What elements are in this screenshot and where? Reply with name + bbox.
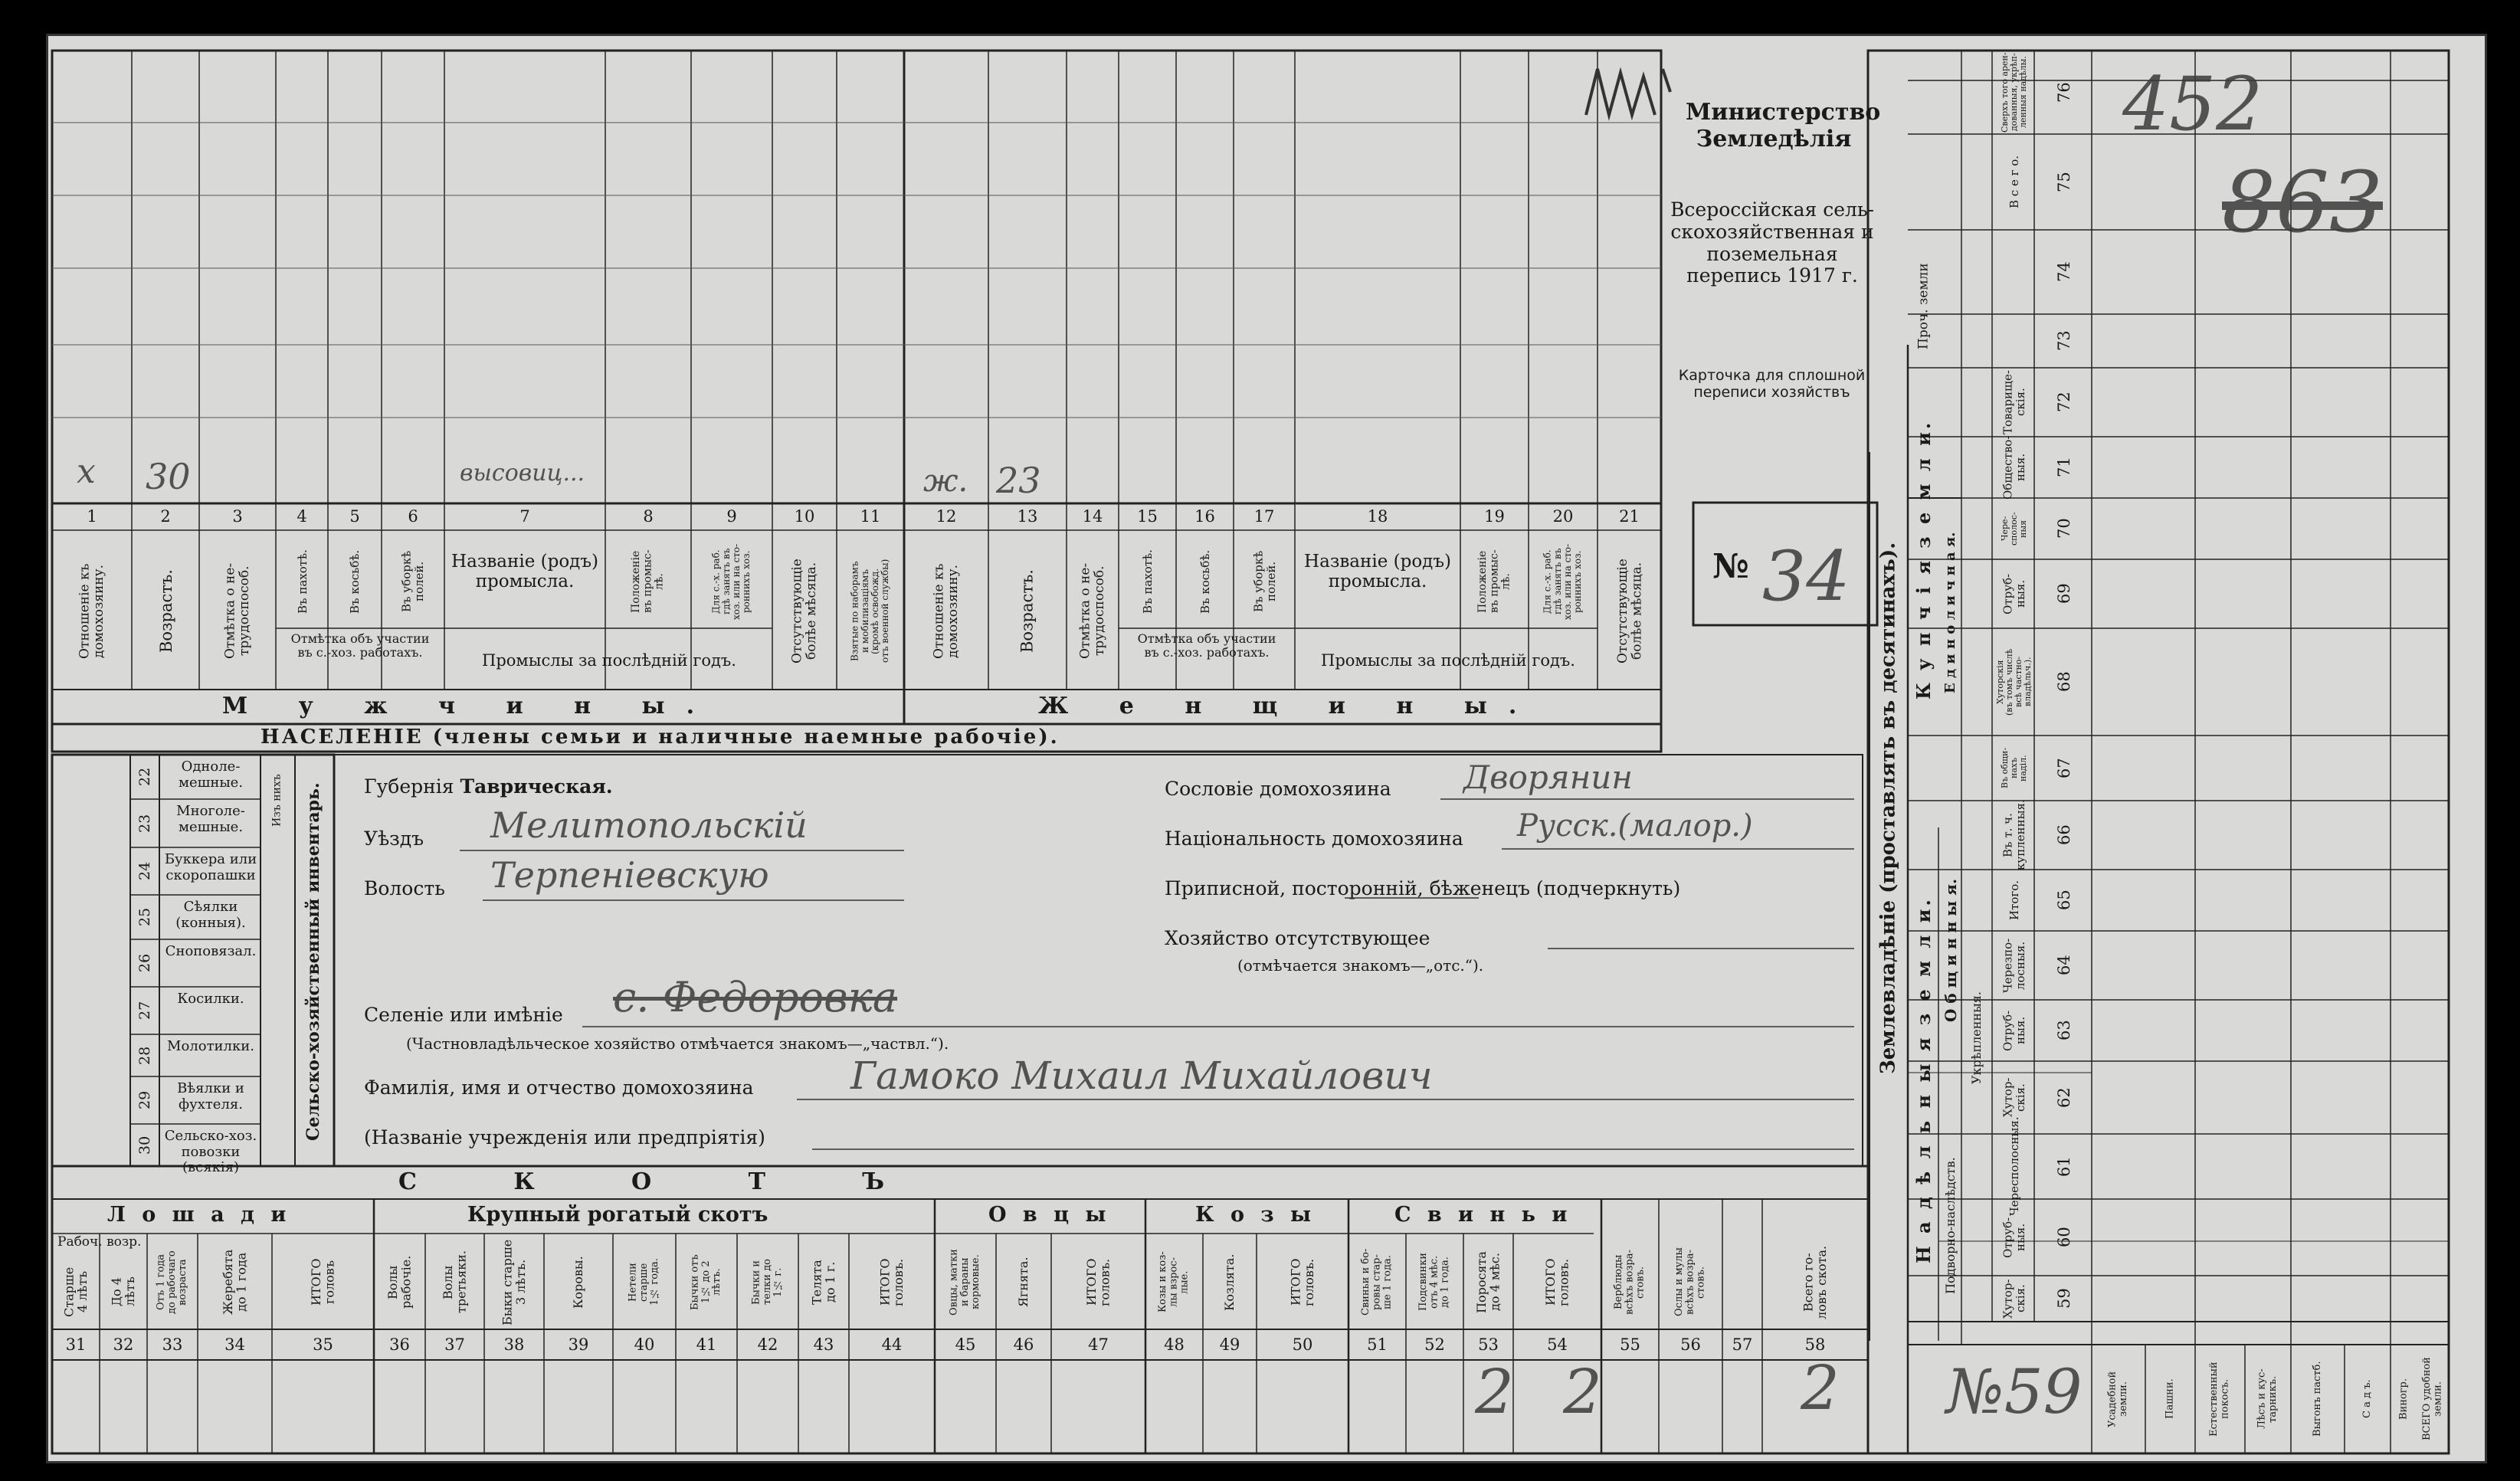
household-land-title: Подворно-наслѣдств. xyxy=(1943,1157,1958,1295)
land-column-number: 72 xyxy=(2055,392,2073,413)
pigs-group: С в и н ь и xyxy=(1394,1203,1572,1227)
population-column-number: 16 xyxy=(1194,507,1215,526)
land-column-number: 67 xyxy=(2055,758,2073,778)
livestock-column-number: 42 xyxy=(757,1335,778,1354)
inventory-item-label: Одноле- мешные. xyxy=(178,759,244,791)
livestock-column-number: 38 xyxy=(503,1335,525,1354)
livestock-column-label: ИТОГО головъ. xyxy=(1083,1258,1113,1306)
volost-value: Терпеніевскую xyxy=(490,854,769,896)
livestock-column-label: Ягнята. xyxy=(1016,1257,1031,1308)
land-column-label: В с е г о. xyxy=(2007,155,2021,209)
population-column-number: 13 xyxy=(1017,507,1038,526)
horses-group: Л о ш а д и xyxy=(107,1203,291,1227)
land-column-number: 75 xyxy=(2055,172,2073,192)
estate-value: Дворянин xyxy=(1463,759,1633,796)
consolidated-title: Укрѣпленныя. xyxy=(1969,991,1984,1085)
livestock-column-number: 47 xyxy=(1088,1335,1109,1354)
inventory-item-number: 30 xyxy=(136,1135,153,1155)
land-column-label: Хуторскія (въ томъ числѣ всѣ частно- владѣльч.). xyxy=(1994,648,2033,716)
livestock-column-number: 46 xyxy=(1013,1335,1034,1354)
inventory-title: Сельско-хозяйственный инвентарь. xyxy=(303,782,323,1141)
goats-group: К о з ы xyxy=(1195,1203,1316,1227)
men-craft-name-header: Названіе (родъ) промысла. xyxy=(451,552,598,592)
work-age-label: Рабоч. возр. xyxy=(57,1234,142,1250)
allotment-title: Н а д ѣ л ь н ы я з е м л и. xyxy=(1912,896,1935,1264)
gubernia-row xyxy=(364,775,613,798)
men-plowing-header: Въ пахотѣ. xyxy=(295,549,310,614)
population-column-number: 20 xyxy=(1552,507,1574,526)
inventory-item-number: 23 xyxy=(136,814,153,833)
institution-label: (Названіе учрежденія или предпріятія) xyxy=(364,1126,765,1148)
population-column-number: 19 xyxy=(1484,507,1505,526)
individual-title: Е д и н о л и ч н а я. xyxy=(1942,532,1959,694)
inventory-item-number: 22 xyxy=(136,767,153,787)
men-mowing-header: Въ косьбѣ. xyxy=(347,549,362,614)
livestock-column-number: 43 xyxy=(813,1335,834,1354)
livestock-column-label: Волы рабочіе. xyxy=(385,1255,414,1309)
livestock-column-number: 33 xyxy=(162,1335,183,1354)
population-column-number: 4 xyxy=(297,507,307,526)
inventory-item-label: Многоле- мешные. xyxy=(176,803,245,835)
men-harvest-header: Въ уборкѣ полей. xyxy=(399,550,426,613)
land-column-label: Отруб- ныя. xyxy=(2001,573,2027,614)
inventory-item-number: 27 xyxy=(136,1001,153,1021)
women-disability-header: Отмѣтка о не- трудоспособ. xyxy=(1077,562,1107,660)
population-column-number: 9 xyxy=(726,507,737,526)
reference-number: №59 xyxy=(1946,1356,2083,1427)
livestock-column-label: Волы третьяки. xyxy=(440,1250,469,1314)
land-column-label: Хутор- скія. xyxy=(2001,1077,2027,1118)
population-column-number: 3 xyxy=(232,507,243,526)
uezd-label: Уѣздъ xyxy=(364,827,424,850)
men-disability-header: Отмѣтка о не- трудоспособ. xyxy=(222,562,252,660)
livestock-column-label: Отъ 1 года до рабочаго возраста xyxy=(155,1250,189,1314)
livestock-column-number: 45 xyxy=(955,1335,976,1354)
volost-label: Волость xyxy=(364,877,445,899)
livestock-column-label: Коровы. xyxy=(571,1256,586,1309)
livestock-column-label: Бычки отъ 1½ до 2 лѣтъ. xyxy=(689,1254,723,1310)
livestock-column-number: 36 xyxy=(389,1335,410,1354)
population-column-number: 11 xyxy=(860,507,881,526)
population-column-number: 7 xyxy=(519,507,530,526)
livestock-column-number: 54 xyxy=(1547,1335,1568,1354)
inventory-item-number: 28 xyxy=(136,1046,153,1065)
inventory-item-label: Сельско-хоз. повозки (всякія) xyxy=(164,1128,257,1176)
livestock-column-number: 58 xyxy=(1804,1335,1826,1354)
land-bottom-label: С а д ъ. xyxy=(2361,1379,2373,1419)
livestock-column-number: 52 xyxy=(1424,1335,1445,1354)
nationality-value: Русск.(малор.) xyxy=(1517,808,1753,844)
status-label: Приписной, посторонній, бѣженецъ (подчеркнуть) xyxy=(1165,877,1681,899)
inventory-item-number: 25 xyxy=(136,907,153,927)
land-bottom-label: Естественный покосъ. xyxy=(2208,1361,2231,1437)
land-column-number: 68 xyxy=(2055,671,2073,693)
land-bottom-label: Лѣсъ и кус- тарникъ. xyxy=(2256,1368,2279,1430)
men-craft-farm-header: Для с.-х. раб. гдѣ занятъ въ хоз. или на сто- роннихъ хоз. xyxy=(710,543,752,620)
women-absent-header: Отсутствующіе болѣе мѣсяца. xyxy=(1614,559,1645,664)
livestock-column-label: Свиньи и бо- ровы стар- ше 1 года. xyxy=(1360,1248,1394,1316)
land-column-label: Черезпо- лосныя. xyxy=(2001,938,2027,993)
land-bottom-label: Виногр. xyxy=(2397,1378,2410,1420)
livestock-column-number: 39 xyxy=(568,1335,589,1354)
land-column-label xyxy=(1996,316,2033,366)
land-column-number: 74 xyxy=(2055,261,2073,283)
land-column-label: Товарище- скія. xyxy=(2001,370,2027,434)
archive-number: 452 xyxy=(2122,61,2263,147)
land-column-number: 73 xyxy=(2055,330,2073,352)
population-column-number: 5 xyxy=(349,507,360,526)
livestock-column-number: 51 xyxy=(1367,1335,1388,1354)
livestock-column-label: Подсвинки отъ 4 мѣс. до 1 года. xyxy=(1417,1253,1451,1312)
population-column-number: 8 xyxy=(643,507,654,526)
population-column-number: 6 xyxy=(408,507,418,526)
population-column-number: 12 xyxy=(936,507,957,526)
land-column-number: 66 xyxy=(2055,824,2073,846)
land-column-number: 62 xyxy=(2055,1087,2073,1108)
prochie-title: Проч. земли xyxy=(1915,263,1932,350)
livestock-column-number: 41 xyxy=(696,1335,717,1354)
population-column-number: 2 xyxy=(160,507,171,526)
population-column-number: 1 xyxy=(87,507,97,526)
crossed-number: 863 xyxy=(2222,153,2383,251)
livestock-column-number: 55 xyxy=(1620,1335,1640,1354)
land-bottom-label: Усадебной земли. xyxy=(2106,1371,2129,1427)
land-column-label: Отруб- ныя. xyxy=(2001,1217,2027,1258)
owner-value: Гамоко Михаил Михайлович xyxy=(850,1053,1433,1098)
population-column-number: 17 xyxy=(1253,507,1275,526)
livestock-column-number: 50 xyxy=(1292,1335,1313,1354)
livestock-column-number: 53 xyxy=(1478,1335,1499,1354)
livestock-column-label: До 4 лѣтъ xyxy=(109,1276,137,1307)
livestock-column-label: Быки старше 3 лѣтъ. xyxy=(500,1239,528,1325)
women-craft-position-header: Положеніе въ промыс- лѣ. xyxy=(1476,549,1512,614)
land-column-label xyxy=(1996,231,2033,313)
land-column-number: 69 xyxy=(2055,583,2073,605)
inventory-subtitle: Изъ нихъ xyxy=(270,774,283,827)
men-age-entry: 30 xyxy=(146,456,191,497)
sheep-group: О в ц ы xyxy=(988,1203,1111,1227)
land-column-number: 64 xyxy=(2055,955,2073,976)
inventory-item-label: Сѣялки (конныя). xyxy=(175,899,246,931)
livestock-column-label: Ослы и мулы всѣхъ возра- стовъ. xyxy=(1673,1247,1707,1317)
livestock-c58-entry: 2 xyxy=(1801,1352,1840,1424)
livestock-column-number: 49 xyxy=(1219,1335,1240,1354)
women-age-entry: 23 xyxy=(996,460,1041,501)
land-column-label: Въ общи- нахъ наділ. xyxy=(1999,747,2029,789)
livestock-column-label: Верблюды всѣхъ возра- стовъ. xyxy=(1613,1250,1647,1315)
women-harvest-header: Въ уборкѣ полей. xyxy=(1251,550,1278,613)
inventory-item-label: Косилки. xyxy=(177,991,244,1007)
cattle-group: Крупный рогатый скотъ xyxy=(467,1203,768,1227)
land-column-label: Хутор- скія. xyxy=(2001,1279,2027,1319)
land-column-label: Сверхъ того арен- дованныя, укрѣп- ленныя надѣлы. xyxy=(1999,52,2029,133)
men-title: М у ж ч и н ы. xyxy=(222,693,716,719)
nationality-label: Національность домохозяина xyxy=(1165,827,1463,850)
livestock-column-number: 31 xyxy=(65,1335,87,1354)
livestock-column-label: Овцы, матки и бараны кормовые. xyxy=(948,1249,982,1316)
women-craft-farm-header: Для с.-х. раб. гдѣ занятъ въ хоз. или на сто- роннихъ хоз. xyxy=(1542,543,1584,620)
women-plowing-header: Въ пахотѣ. xyxy=(1140,549,1155,614)
purchased-title: К у п ч і я з е м л и. xyxy=(1912,419,1935,700)
livestock-c54-entry: 2 xyxy=(1563,1356,1602,1427)
absent-note: (отмѣчается знакомъ—„отс.“). xyxy=(1237,956,1484,975)
uezd-value: Мелитопольскій xyxy=(490,804,808,846)
land-column-number: 65 xyxy=(2055,890,2073,911)
land-column-number: 70 xyxy=(2055,518,2073,539)
inventory-item-number: 29 xyxy=(136,1090,153,1110)
population-column-number: 10 xyxy=(794,507,815,526)
livestock-column-label: Старше 4 лѣтъ xyxy=(61,1266,90,1317)
card-number: 34 xyxy=(1762,536,1850,617)
livestock-c53-entry: 2 xyxy=(1475,1356,1514,1427)
livestock-column-label: ИТОГО головъ xyxy=(308,1258,337,1306)
owner-label: Фамилія, имя и отчество домохозяина xyxy=(364,1076,754,1099)
livestock-column-number: 40 xyxy=(634,1335,655,1354)
inventory-item-label: Молотилки. xyxy=(167,1038,254,1054)
land-column-label: Въ т. ч. купленныя. xyxy=(2001,799,2027,871)
livestock-column-label: Телята до 1 г. xyxy=(809,1260,837,1305)
population-column-number: 21 xyxy=(1619,507,1640,526)
number-label: № xyxy=(1712,547,1749,586)
land-column-label: Чере- сполос- ныя xyxy=(1999,512,2029,546)
village-value: с. Федоровка xyxy=(613,973,898,1021)
land-bottom-label: Выгонъ пастб. xyxy=(2311,1361,2323,1437)
women-age-header: Возрастъ. xyxy=(1018,569,1037,653)
inventory-item-number: 26 xyxy=(136,953,153,973)
population-column-number: 14 xyxy=(1082,507,1103,526)
absent-label: Хозяйство отсутствующее xyxy=(1165,927,1430,949)
livestock-column-number: 57 xyxy=(1732,1335,1753,1354)
men-relation-header: Отношеніе къ домохозяину. xyxy=(77,563,107,659)
land-column-number: 61 xyxy=(2055,1156,2073,1177)
land-column-number: 63 xyxy=(2055,1020,2073,1041)
women-work-group: Отмѣтка объ участии въ с.-хоз. работахъ. xyxy=(1137,631,1276,660)
men-age-header: Возрастъ. xyxy=(156,569,175,653)
land-column-label: Чересполосныя. xyxy=(2007,1116,2021,1217)
women-craft-name-header: Названіе (родъ) промысла. xyxy=(1304,552,1451,592)
population-section-title: НАСЕЛЕНІЕ (члены семьи и наличные наемные рабочіе). xyxy=(261,726,1060,749)
livestock-column-number: 34 xyxy=(224,1335,245,1354)
card-type: Карточка для сплошной переписи хозяйствъ xyxy=(1678,367,1866,401)
livestock-column-label: ИТОГО головъ. xyxy=(1542,1258,1571,1306)
land-bottom-label: Пашни. xyxy=(2164,1378,2176,1420)
men-craft-entry: высовиц... xyxy=(460,460,585,487)
livestock-column-label: Нетели старше 1½ года. xyxy=(627,1258,661,1306)
gubernia-value: Таврическая. xyxy=(460,775,613,798)
livestock-column-label: Жеребята до 1 года xyxy=(220,1249,249,1316)
estate-label: Сословіе домохозяина xyxy=(1165,778,1391,800)
livestock-column-number: 44 xyxy=(881,1335,903,1354)
inventory-item-label: Буккера или скоропашки xyxy=(164,851,257,883)
men-craft-position-header: Положеніе въ промыс- лѣ. xyxy=(629,549,666,614)
land-column-label: Отруб- ныя. xyxy=(2001,1010,2027,1051)
livestock-column-label xyxy=(1724,1237,1761,1327)
inventory-item-number: 24 xyxy=(136,861,153,881)
land-column-label: Общество- ныя. xyxy=(2001,435,2027,500)
women-relation-entry: ж. xyxy=(923,464,968,499)
livestock-column-number: 48 xyxy=(1164,1335,1185,1354)
ministry-title: Министерство Земледѣлія xyxy=(1686,99,1881,152)
livestock-column-label: ИТОГО головъ. xyxy=(1288,1258,1316,1306)
village-label: Селеніе или имѣніе xyxy=(364,1004,563,1026)
livestock-column-number: 35 xyxy=(313,1335,333,1354)
census-title: Всероссійская сель- скохозяйственная и поземельная перепись 1917 г. xyxy=(1670,198,1874,287)
men-absent-header: Отсутствующіе болѣе мѣсяца. xyxy=(789,559,819,664)
livestock-column-label: Поросята до 4 мѣс. xyxy=(1473,1251,1502,1313)
livestock-column-label: Бычки и телки до 1½ г. xyxy=(750,1259,785,1306)
land-column-label: Итого. xyxy=(2007,880,2021,921)
land-column-number: 71 xyxy=(2055,457,2073,478)
men-relation-entry: х xyxy=(77,452,96,491)
population-column-number: 18 xyxy=(1367,507,1388,526)
land-bottom-label: ВСЕГО удобной земли. xyxy=(2421,1357,2444,1441)
mobilized-header: Взятые по наборамъ и мобилизаціямъ (кромѣ освобожд. отъ военной службы) xyxy=(849,559,891,664)
communal-title: О б щ и н н ы я. xyxy=(1942,878,1960,1022)
livestock-title: С К О Т Ъ xyxy=(398,1168,929,1195)
inventory-item-label: Сноповязал. xyxy=(165,943,257,959)
gubernia-label: Губернія xyxy=(364,775,454,798)
population-column-number: 15 xyxy=(1137,507,1158,526)
livestock-column-label: Всего го- ловъ скота. xyxy=(1801,1245,1829,1319)
men-crafts-group: Промыслы за послѣдній годъ. xyxy=(482,651,736,670)
land-column-number: 76 xyxy=(2055,82,2073,103)
men-work-group: Отмѣтка объ участии въ с.-хоз. работахъ. xyxy=(290,631,430,660)
livestock-column-label: Козлята. xyxy=(1222,1253,1237,1311)
land-column-number: 59 xyxy=(2055,1288,2073,1309)
land-main-title: Землевладѣніе (проставлять въ десятинахъ). xyxy=(1876,542,1900,1075)
livestock-column-label: ИТОГО головъ. xyxy=(877,1258,906,1306)
livestock-column-label: Козы и коз- лы взрос- лые. xyxy=(1157,1251,1191,1313)
inventory-item-label: Вѣялки и фухтеля. xyxy=(177,1080,244,1112)
livestock-column-number: 32 xyxy=(113,1335,134,1354)
women-title: Ж е н щ и н ы. xyxy=(1038,693,1539,719)
land-column-number: 60 xyxy=(2055,1227,2073,1248)
women-relation-header: Отношеніе къ домохозяину. xyxy=(931,563,961,659)
women-crafts-group: Промыслы за послѣдній годъ. xyxy=(1321,651,1575,670)
women-mowing-header: Въ косьбѣ. xyxy=(1198,549,1212,614)
private-note: (Частновладѣльческое хозяйство отмѣчается знакомъ—„частвл.“). xyxy=(406,1034,949,1053)
livestock-column-number: 37 xyxy=(444,1335,465,1354)
scribble-mark xyxy=(1578,61,1686,130)
livestock-column-number: 56 xyxy=(1680,1335,1701,1354)
